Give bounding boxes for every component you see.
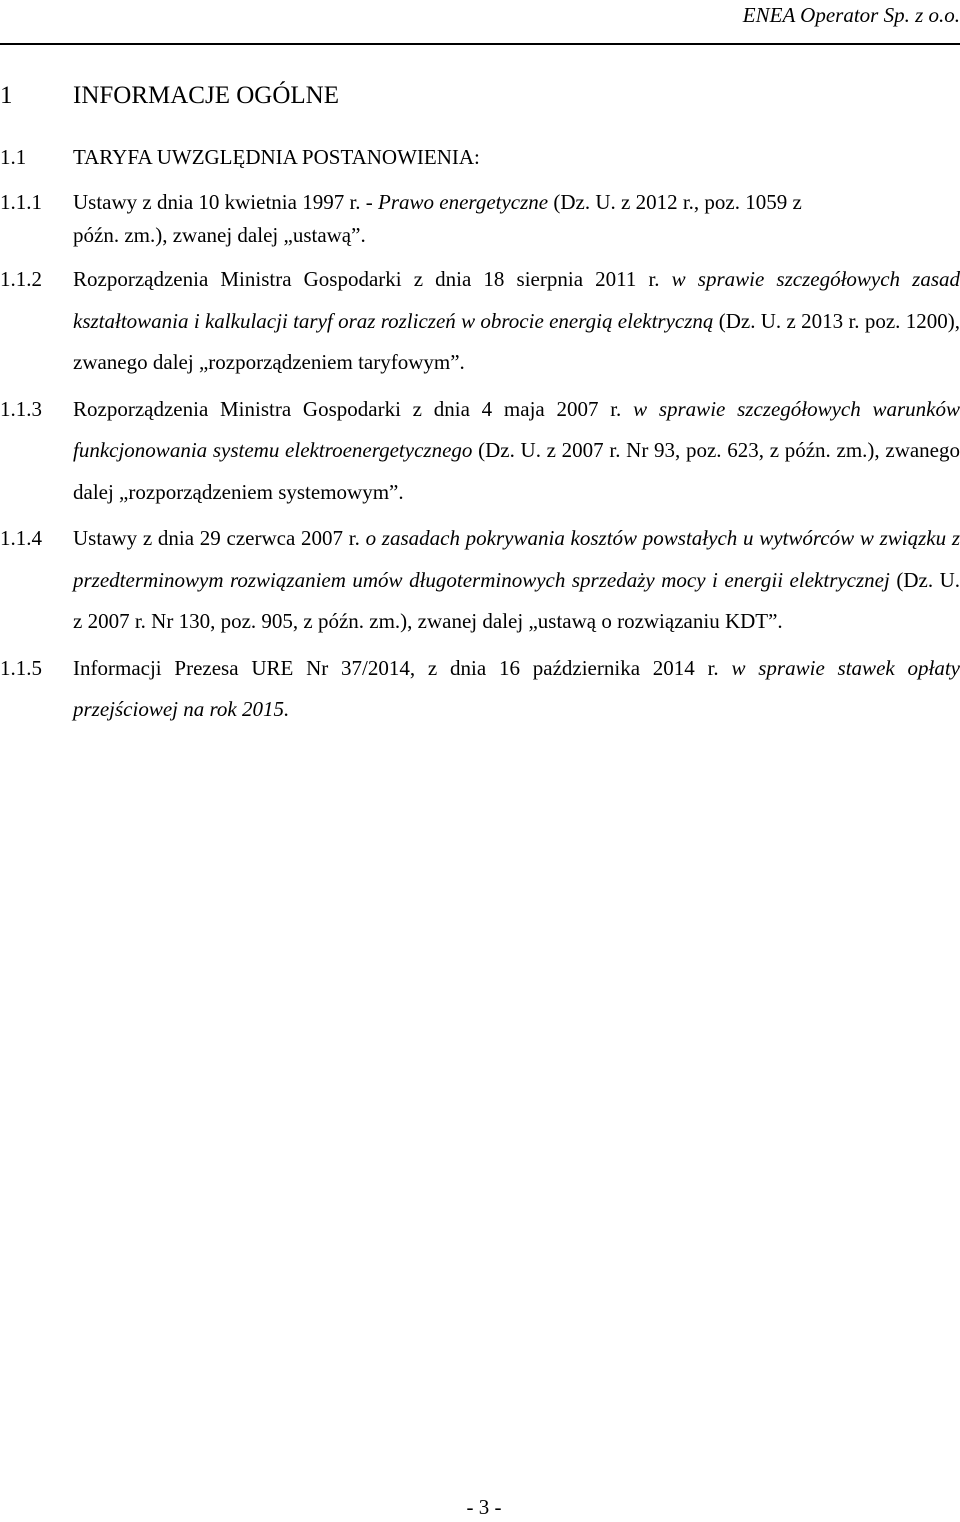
item-text-italic: w sprawie szczegółowych warunków funkcjonowania systemu elektroenergetycznego [73, 396, 960, 462]
item-number: 1.1.4 [0, 526, 42, 550]
item-number: 1.1.3 [0, 396, 42, 421]
item-text [73, 518, 960, 643]
item-text-plain: Rozporządzenia Ministra Gospodarki z dnia 18 sierpnia 2011 r. [73, 267, 672, 291]
header-company-name: ENEA Operator Sp. z o.o. [742, 3, 960, 27]
page-number: - 3 - [466, 1495, 502, 1519]
item-number: 1.1.1 [0, 190, 42, 214]
item-text-plain: Ustawy z dnia 10 kwietnia 1997 r. - [73, 190, 379, 214]
item-text-plain: Ustawy z dnia 29 czerwca 2007 r. [73, 526, 366, 550]
item-text-italic: o zasadach pokrywania kosztów powstałych u wytwórców w związku z przedterminowym rozwiązaniem umów długoterminowych sprzedaży mocy i energii elektrycznej [73, 526, 960, 592]
item-text-tail: (Dz. U. z 2007 r. Nr 93, poz. 623, z późn. zm.), zwanego dalej „rozporządzeniem systemowym”. [73, 438, 960, 504]
running-header [743, 0, 960, 30]
item-text-plain: Rozporządzenia Ministra Gospodarki z dnia 4 maja 2007 r. [73, 396, 634, 421]
list-item [0, 259, 960, 384]
item-text-italic: Prawo energetyczne [378, 190, 549, 214]
list-item [0, 518, 960, 643]
document-body [0, 70, 960, 736]
item-text-tail: (Dz. U. z 2007 r. Nr 130, poz. 905, z późn. zm.), zwanej dalej „ustawą o rozwiązaniu KDT”. [73, 567, 960, 633]
list-item [0, 389, 960, 514]
item-text-plain: Informacji Prezesa URE Nr 37/2014, z dnia 16 października 2014 r. [73, 655, 732, 680]
item-text-rest: (Dz. U. z 2012 r., poz. 1059 z [548, 190, 802, 214]
item-text [73, 389, 960, 514]
section-title: INFORMACJE OGÓLNE [73, 82, 339, 109]
item-text-tail: (Dz. U. z 2013 r. poz. 1200), zwanego dalej „rozporządzeniem taryfowym”. [73, 308, 960, 374]
subsection-title: TARYFA UWZGLĘDNIA POSTANOWIENIA: [73, 145, 480, 169]
item-text-italic: w sprawie szczegółowych zasad kształtowania i kalkulacji taryf oraz rozliczeń w obrocie energią elektryczną [73, 267, 960, 333]
item-text [73, 648, 960, 731]
item-number: 1.1.2 [0, 267, 42, 291]
page-footer [0, 1492, 960, 1522]
item-text-italic: w sprawie stawek opłaty przejściowej na rok 2015. [73, 655, 960, 721]
section-number: 1 [0, 82, 13, 109]
subsection-number: 1.1 [0, 145, 27, 169]
subsection-heading [0, 128, 960, 186]
list-item [0, 648, 960, 731]
item-text-continuation: późn. zm.), zwanej dalej „ustawą”. [73, 222, 366, 247]
list-item-continuation [0, 215, 960, 257]
section-heading [0, 70, 960, 122]
item-text [73, 259, 960, 384]
item-number: 1.1.5 [0, 655, 42, 680]
header-divider [0, 43, 960, 45]
